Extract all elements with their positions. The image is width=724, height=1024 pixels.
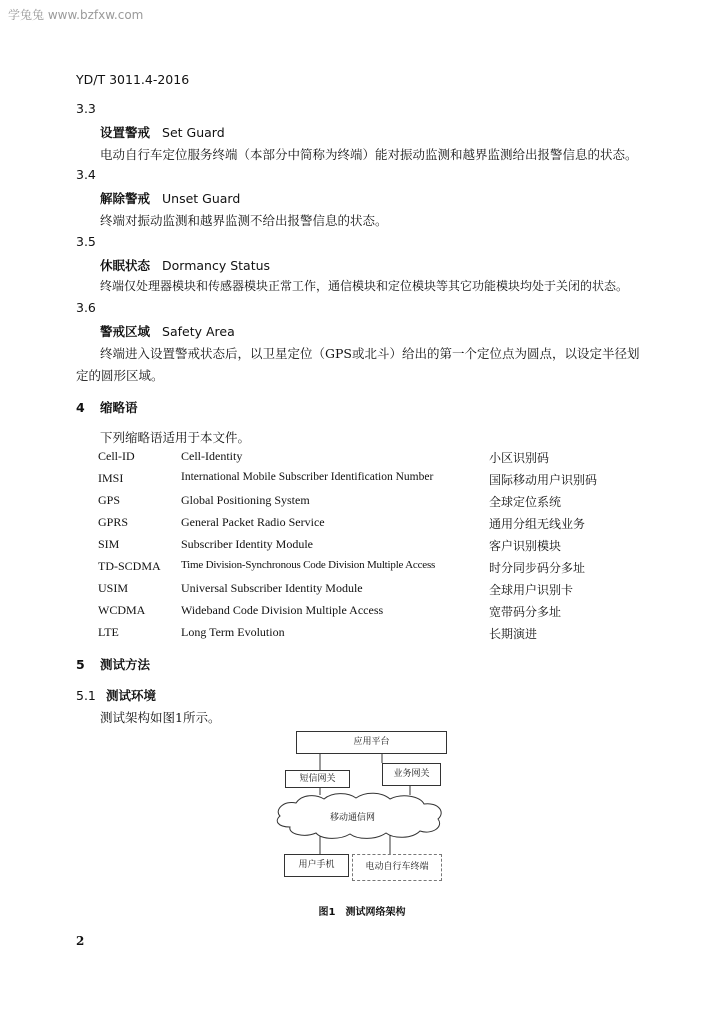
abbr-code: IMSI bbox=[98, 471, 124, 485]
term-title: 警戒区域 Safety Area bbox=[100, 324, 235, 339]
abbr-chinese: 全球定位系统 bbox=[489, 495, 562, 509]
term-title: 设置警戒 Set Guard bbox=[100, 125, 225, 140]
abbr-english: Time Division-Synchronous Code Division Multiple Access bbox=[181, 559, 436, 571]
abbr-code: WCDMA bbox=[98, 603, 146, 617]
term-definition-continued: 定的圆形区域。 bbox=[76, 368, 164, 383]
term-definition: 电动自行车定位服务终端（本部分中简称为终端）能对振动监测和越界监测给出报警信息的状态。 bbox=[100, 147, 638, 162]
sms-gateway-box: 短信网关 bbox=[285, 770, 350, 788]
section-heading: 5 测试方法 bbox=[76, 657, 151, 672]
term-title: 休眠状态 Dormancy Status bbox=[100, 258, 271, 273]
abbr-chinese: 客户识别模块 bbox=[489, 539, 562, 553]
section-intro: 下列缩略语适用于本文件。 bbox=[100, 430, 251, 445]
abbr-english: Cell-Identity bbox=[181, 449, 243, 463]
user-phone-box: 用户手机 bbox=[284, 854, 349, 877]
abbr-code: Cell-ID bbox=[98, 449, 135, 463]
abbr-english: Wideband Code Division Multiple Access bbox=[181, 603, 384, 617]
abbr-english: General Packet Radio Service bbox=[181, 515, 325, 529]
abbr-chinese: 时分同步码分多址 bbox=[489, 561, 586, 575]
abbr-code: LTE bbox=[98, 625, 119, 639]
abbr-chinese: 小区识别码 bbox=[489, 451, 550, 465]
page-number: 2 bbox=[76, 934, 85, 948]
mobile-network-label: 移动通信网 bbox=[330, 813, 376, 823]
abbr-english: Global Positioning System bbox=[181, 493, 310, 507]
abbr-code: GPRS bbox=[98, 515, 129, 529]
abbr-english: International Mobile Subscriber Identification Number bbox=[181, 471, 434, 483]
abbr-code: USIM bbox=[98, 581, 129, 595]
document-header: YD/T 3011.4-2016 bbox=[76, 72, 190, 87]
abbr-chinese: 宽带码分多址 bbox=[489, 605, 562, 619]
term-definition: 终端仅处理器模块和传感器模块正常工作，通信模块和定位模块等其它功能模块均处于关闭的状态。 bbox=[100, 279, 629, 293]
service-gateway-box: 业务网关 bbox=[382, 763, 441, 786]
abbr-chinese: 国际移动用户识别码 bbox=[489, 473, 598, 487]
term-definition: 终端进入设置警戒状态后，以卫星定位（GPS或北斗）给出的第一个定位点为圆点，以设定半径划 bbox=[100, 346, 640, 361]
abbr-english: Long Term Evolution bbox=[181, 625, 285, 639]
term-definition: 终端对振动监测和越界监测不给出报警信息的状态。 bbox=[100, 213, 388, 228]
abbr-english: Universal Subscriber Identity Module bbox=[181, 581, 363, 595]
term-number: 3.3 bbox=[76, 101, 96, 116]
abbr-code: GPS bbox=[98, 493, 121, 507]
abbr-code: SIM bbox=[98, 537, 120, 551]
abbr-english: Subscriber Identity Module bbox=[181, 537, 313, 551]
subsection-text: 测试架构如图1所示。 bbox=[100, 710, 221, 725]
subsection-heading: 5.1 测试环境 bbox=[76, 688, 157, 703]
term-number: 3.5 bbox=[76, 234, 96, 249]
abbr-chinese: 全球用户识别卡 bbox=[489, 583, 574, 597]
term-number: 3.6 bbox=[76, 300, 96, 315]
abbr-chinese: 长期演进 bbox=[489, 627, 538, 641]
term-title: 解除警戒 Unset Guard bbox=[100, 191, 241, 206]
term-number: 3.4 bbox=[76, 167, 96, 182]
figure-caption: 图1 测试网络架构 bbox=[318, 907, 406, 918]
app-platform-box: 应用平台 bbox=[296, 731, 447, 754]
abbr-chinese: 通用分组无线业务 bbox=[489, 517, 586, 531]
section-heading: 4 缩略语 bbox=[76, 400, 138, 415]
ebike-terminal-box: 电动自行车终端 bbox=[352, 854, 442, 881]
watermark: 学兔兔 www.bzfxw.com bbox=[8, 8, 144, 22]
abbr-code: TD-SCDMA bbox=[98, 559, 161, 573]
